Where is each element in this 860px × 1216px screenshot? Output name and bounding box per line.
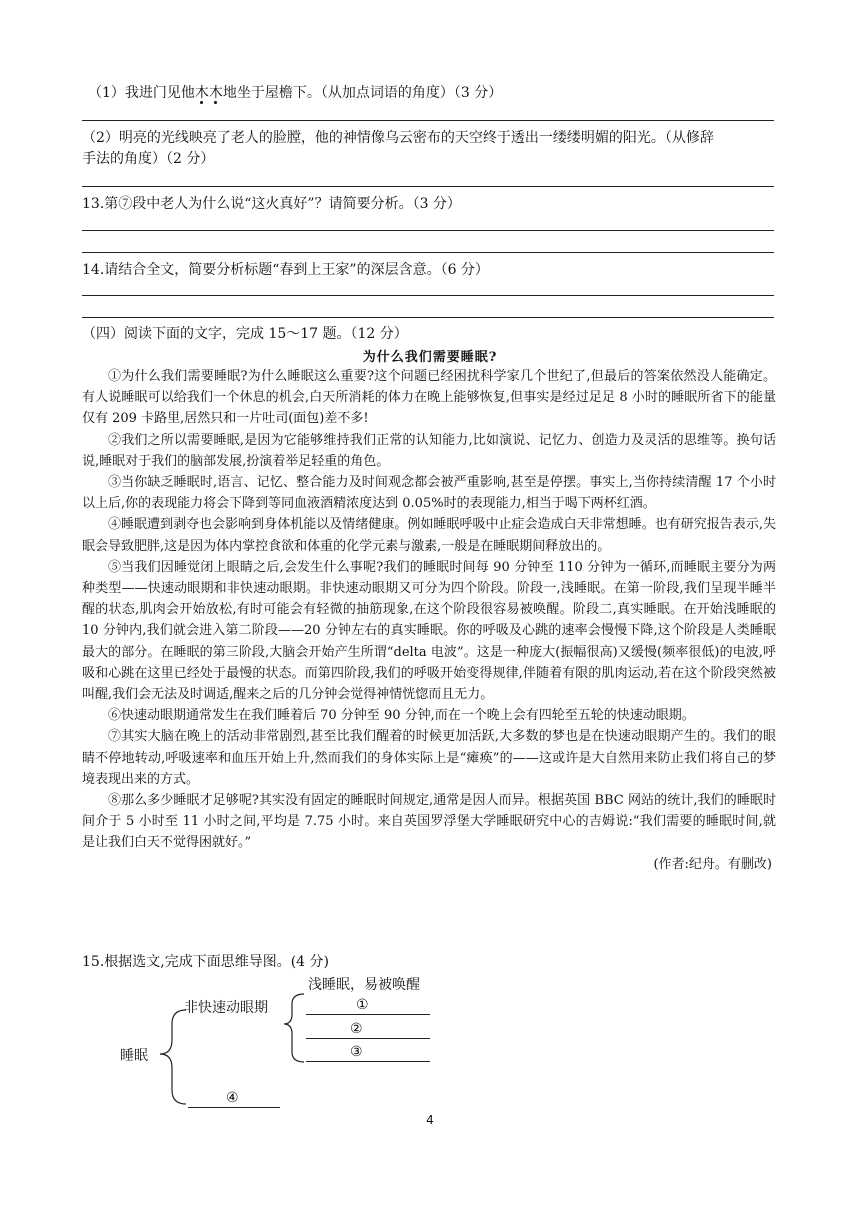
q14-prompt: 14.请结合全文，简要分析标题“春到上王家”的深层含意。（6 分） xyxy=(82,262,489,278)
q12-sub1 xyxy=(88,82,502,104)
blank-3[interactable] xyxy=(306,1061,430,1062)
paragraph-2: ②我们之所以需要睡眠,是因为它能够维持我们正常的认知能力,比如演说、记忆力、创造力及灵活的思维等。换句话说,睡眠对于我们的脑部发展,扮演着举足轻重的角色。 xyxy=(82,432,776,469)
dotted-char-1: 木 xyxy=(194,85,209,101)
mindmap-branch: 非快速动眼期 xyxy=(184,1000,268,1016)
answer-line[interactable] xyxy=(82,295,774,296)
paragraph-1: ①为什么我们需要睡眠?为什么睡眠这么重要?这个问题已经困扰科学家几个世纪了,但最后的答案依然没人能确定。有人说睡眠可以给我们一个休息的机会,白天所消耗的体力在晚上能够恢复,但事实是经过足足 8 小时的睡眠所省下的能量仅有 209 卡路里,居然只和一片吐司(面包)差不多! xyxy=(82,369,776,427)
paragraph-4: ④睡眠遭到剥夺也会影响到身体机能以及情绪健康。例如睡眠呼吸中止症会造成白天非常想睡。也有研究报告表示,失眠会导致肥胖,这是因为体内掌控食欲和体重的化学元素与激素,一般是在睡眠期间释放出的。 xyxy=(82,517,776,554)
section-heading: （四）阅读下面的文字，完成 15～17 题。（12 分） xyxy=(82,326,408,342)
answer-line[interactable] xyxy=(82,186,774,187)
q13-prompt: 13.第⑦段中老人为什么说“这火真好”？请简要分析。（3 分） xyxy=(82,196,461,212)
q15-prompt: 15.根据选文,完成下面思维导图。(4 分) xyxy=(82,954,329,970)
page-number: 4 xyxy=(426,1113,434,1127)
root-brace xyxy=(160,1010,186,1104)
mindmap-leaf-1: 浅睡眠，易被唤醒 xyxy=(308,977,420,993)
dotted-char-2: 木 xyxy=(208,85,223,101)
paragraph-7: ⑦其实大脑在晚上的活动非常剧烈,甚至比我们醒着的时候更加活跃,大多数的梦也是在快速动眼期产生的。我们的眼睛不停地转动,呼吸速率和血压开始上升,然而我们的身体实际上是“瘫痪”的——这或许是大自然用来防止我们将自己的梦境表现出来的方式。 xyxy=(82,729,776,787)
q12-sub2-line2: 手法的角度）（2 分） xyxy=(82,151,215,167)
blank-1[interactable] xyxy=(306,1014,430,1015)
q12-sub2-line1: （2）明亮的光线映亮了老人的脸膛，他的神情像乌云密布的天空终于透出一缕缕明媚的阳光。（从修辞 xyxy=(82,130,714,146)
blank-label-2: ② xyxy=(350,1021,363,1037)
mindmap-root: 睡眠 xyxy=(120,1048,148,1064)
paragraph-6: ⑥快速动眼期通常发生在我们睡着后 70 分钟至 90 分钟,而在一个晚上会有四轮至五轮的快速动眼期。 xyxy=(108,708,695,724)
paragraph-5: ⑤当我们因睡觉闭上眼睛之后,会发生什么事呢?我们的睡眠时间每 90 分钟至 110 分钟为一循环,而睡眠主要分为两种类型——快速动眼期和非快速动眼期。非快速动眼期又可分为四个阶段。阶段一,浅睡眠。在第一阶段,我们呈现半睡半醒的状态,肌肉会开始放松,有时可能会有轻微的抽筋现象,在这个阶段很容易被唤醒。阶段二,真实睡眠。在开始浅睡眠的 10 分钟内,我们就会进入第二阶段——20 分钟左右的真实睡眠。你的呼吸及心跳的速率会慢慢下降,这个阶段是人类睡眠最大的部分。在睡眠的第三阶段,大脑会开始产生所谓“delta 电波”。这是一种庞大(振幅很高)又缓慢(频率很低)的电波,呼吸和心跳在这里已经处于最慢的状态。而第四阶段,我们的呼吸开始变得规律,伴随着有限的肌肉运动,若在这个阶段突然被叫醒,我们会无法及时调适,醒来之后的几分钟会觉得神情恍惚而且无力。 xyxy=(82,559,776,703)
blank-label-4: ④ xyxy=(226,1090,239,1106)
blank-label-1: ① xyxy=(356,997,369,1013)
blank-2[interactable] xyxy=(306,1038,430,1039)
answer-line[interactable] xyxy=(82,230,774,231)
blank-4[interactable] xyxy=(188,1107,280,1108)
passage-body xyxy=(82,366,776,875)
answer-line[interactable] xyxy=(82,120,774,121)
q12-sub1-suffix: 地坐于屋檐下。（从加点词语的角度）（3 分） xyxy=(222,85,503,101)
branch-brace xyxy=(284,994,304,1062)
passage-title: 为什么我们需要睡眠? xyxy=(362,350,498,365)
source-note: (作者:纪舟。有删改) xyxy=(653,856,772,872)
paragraph-3: ③当你缺乏睡眠时,语言、记忆、整合能力及时间观念都会被严重影响,甚至是停摆。事实上,当你持续清醒 17 个小时以上后,你的表现能力将会下降到等同血液酒精浓度达到 0.05%时的表现能力,相当于喝下两杯红酒。 xyxy=(82,475,776,512)
answer-line[interactable] xyxy=(82,252,774,253)
paragraph-8: ⑧那么多少睡眠才足够呢?其实没有固定的睡眠时间规定,通常是因人而异。根据英国 BBC 网站的统计,我们的睡眠时间介于 5 小时至 11 小时之间,平均是 7.75 小时。来自英国罗浮堡大学睡眠研究中心的吉姆说:“我们需要的睡眠时间,就是让我们白天不觉得困就好。” xyxy=(82,793,776,851)
q12-sub1-prefix: （1）我进门见他 xyxy=(88,85,195,101)
blank-label-3: ③ xyxy=(350,1044,363,1060)
answer-line[interactable] xyxy=(82,317,774,318)
